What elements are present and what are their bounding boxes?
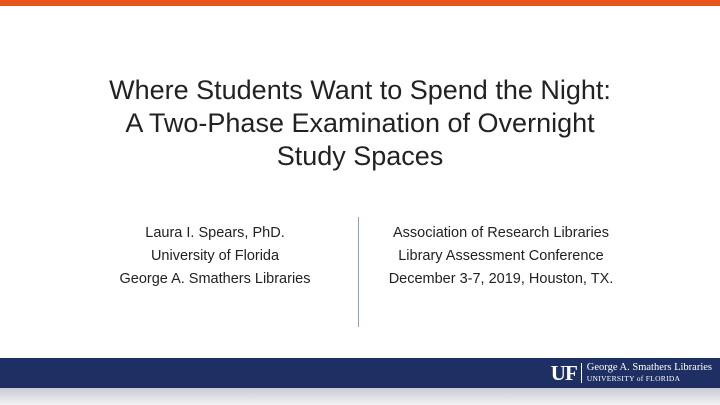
conference-name: Library Assessment Conference [398,248,604,264]
author-university: University of Florida [150,248,280,264]
title-line-3: Study Spaces [276,141,444,171]
logo-library-name: George A. Smathers Libraries [586,362,712,373]
column-divider [358,217,359,327]
logo-university-name: UNIVERSITY of FLORIDA [586,374,681,383]
top-accent-bar [0,0,720,6]
conference-date-location: December 3-7, 2019, Houston, TX. [388,271,614,287]
author-block [100,222,330,291]
footer-shadow [0,388,720,405]
conference-block [368,222,634,291]
conference-org: Association of Research Libraries [393,225,609,241]
title-line-1: Where Students Want to Spend the Night: [109,75,611,105]
uf-libraries-logo [551,361,712,385]
author-name: Laura I. Spears, PhD. [145,225,285,241]
uf-monogram-icon: UF [550,361,577,385]
author-library: George A. Smathers Libraries [119,271,311,287]
title-line-2: A Two-Phase Examination of Overnight [125,108,595,138]
slide-title [60,74,660,173]
logo-text [587,362,712,384]
logo-separator [581,363,582,383]
